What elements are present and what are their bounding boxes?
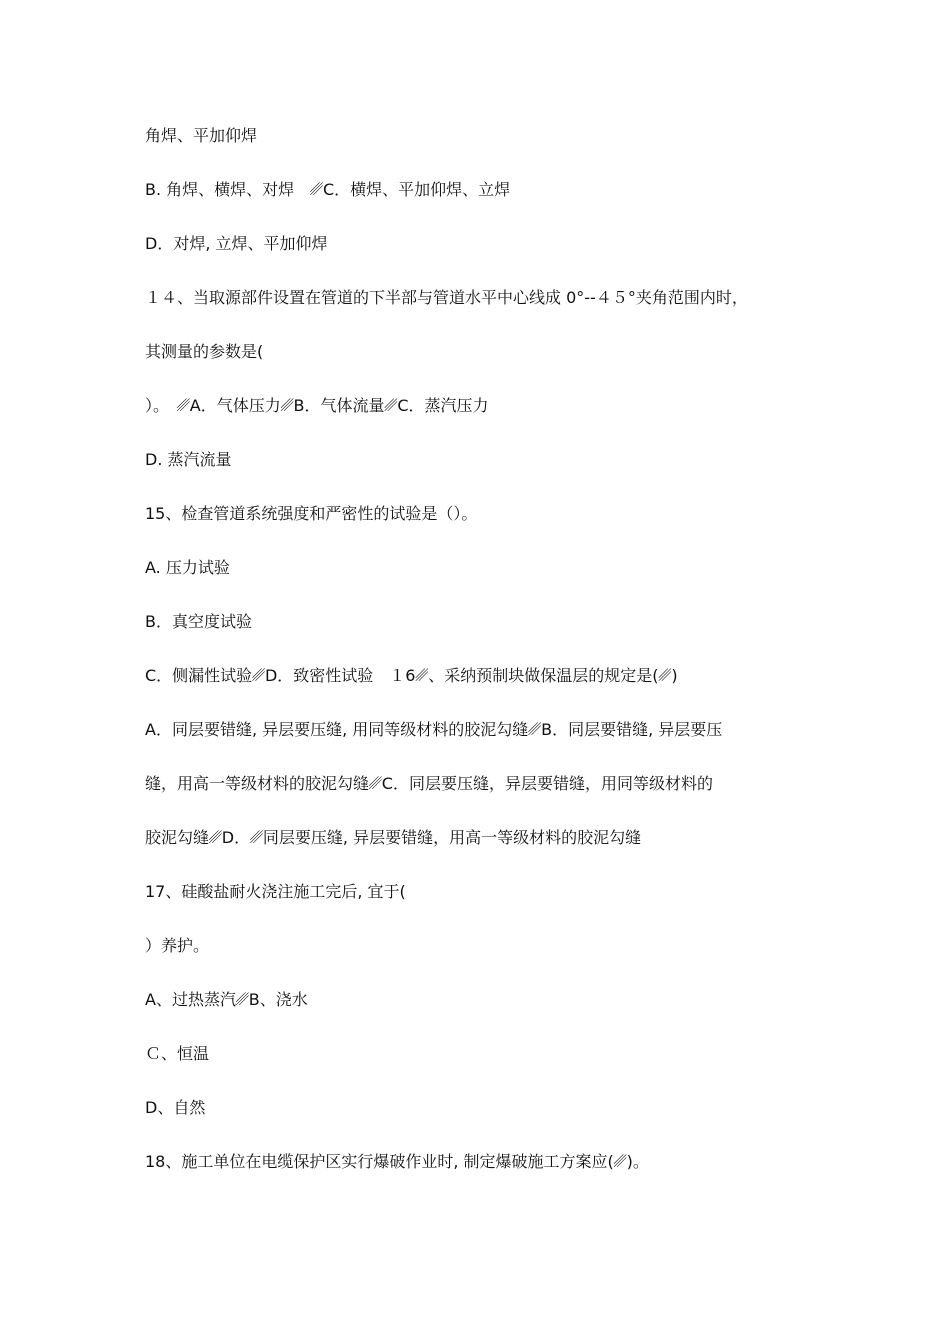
text-line: 胶泥勾缝␥D．␥同层要压缝, 异层要错缝，用高一等级材料的胶泥勾缝 (145, 828, 642, 847)
text-line: D、自然 (145, 1098, 206, 1117)
question-16-line: C．侧漏性试验␥D．致密性试验 １6␥、采纳预制块做保温层的规定是(␥) (145, 666, 678, 685)
question-17-line: 17、硅酸盐耐火浇注施工完后, 宜于( (145, 882, 406, 901)
text-line: B．真空度试验 (145, 612, 252, 631)
text-line: ）养护。 (145, 936, 210, 955)
text-line: D．对焊, 立焊、平加仰焊 (145, 234, 328, 253)
text-line: B. 角焊、横焊、对焊 ␥C．横焊、平加仰焊、立焊 (145, 180, 511, 199)
text-line: A．同层要错缝, 异层要压缝, 用同等级材料的胶泥勾缝␥B．同层要错缝, 异层要压 (145, 720, 723, 739)
text-line: A、过热蒸汽␥B、浇水 (145, 990, 308, 1009)
text-line: A. 压力试验 (145, 558, 230, 577)
question-15-line: 15、检查管道系统强度和严密性的试验是（）。 (145, 504, 478, 523)
text-line: ）。 ␥A．气体压力␥B．气体流量␥C．蒸汽压力 (145, 396, 489, 415)
question-18-line: 18、施工单位在电缆保护区实行爆破作业时, 制定爆破施工方案应(␥)。 (145, 1152, 649, 1171)
text-line: 其测量的参数是( (145, 342, 264, 361)
text-line: D. 蒸汽流量 (145, 450, 232, 469)
text-line: 角焊、平加仰焊 (145, 126, 258, 145)
text-line: Ｃ、恒温 (145, 1044, 210, 1063)
text-line: 缝，用高一等级材料的胶泥勾缝␥C．同层要压缝，异层要错缝，用同等级材料的 (145, 774, 713, 793)
question-14-line: １４、当取源部件设置在管道的下半部与管道水平中心线成 0°--４５°夹角范围内时， (145, 288, 748, 307)
